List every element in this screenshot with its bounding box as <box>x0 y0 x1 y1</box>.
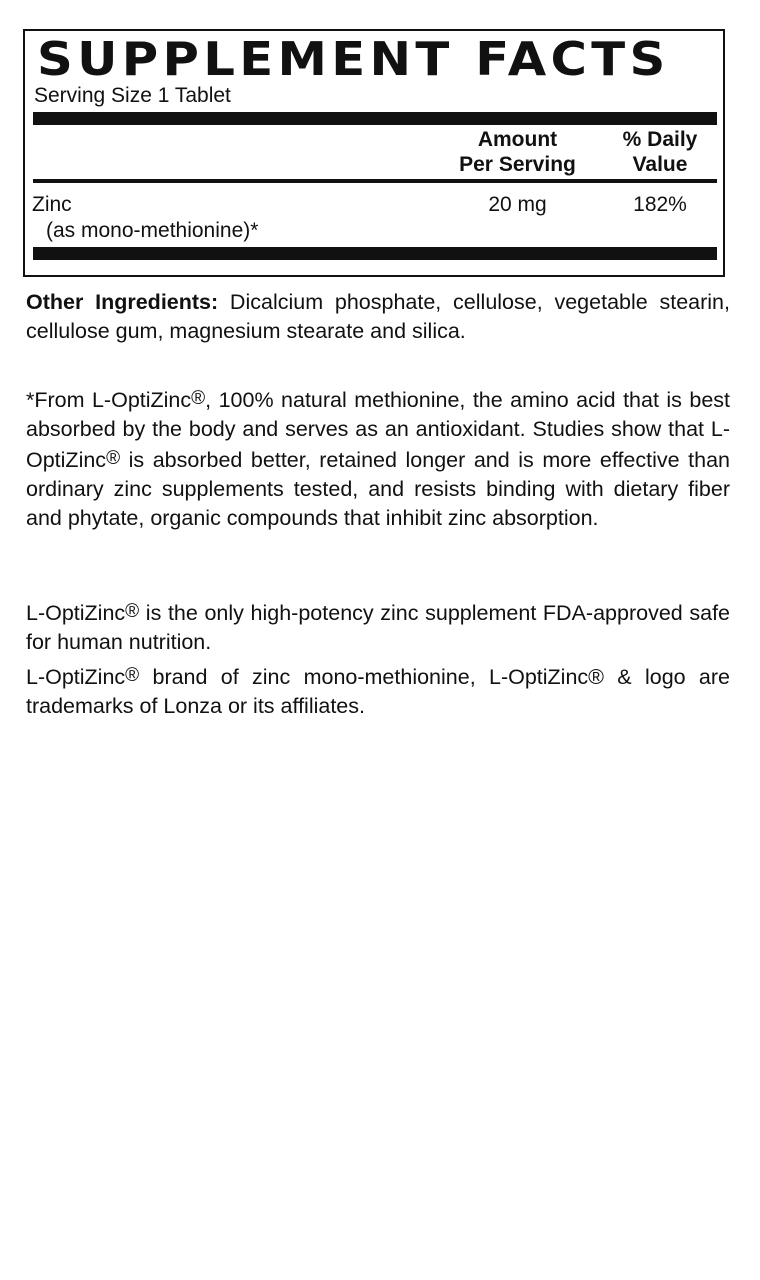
column-header-amount <box>445 127 590 177</box>
footnote-part2: , 100% natural methionine, the amino acid that is best absorbed by the body and serves as an antioxidant. Studies show that L-OptiZinc <box>26 388 731 472</box>
column-header-dv-line2: Value <box>632 153 688 176</box>
trademark-note-part1: L-OptiZinc <box>26 665 126 689</box>
trademark-note <box>26 661 730 721</box>
panel-title: SUPPLEMENT FACTS <box>37 32 670 86</box>
footnote-part1: *From L-OptiZinc <box>26 388 192 412</box>
fda-note <box>26 597 730 657</box>
registered-mark: ® <box>191 388 206 409</box>
fda-note-part2: is the only high-potency zinc supplement FDA-approved safe for human nutrition. <box>26 601 730 654</box>
nutrient-daily-value: 182% <box>633 193 687 216</box>
column-header-daily-value <box>615 127 705 177</box>
registered-mark: ® <box>106 448 121 469</box>
registered-mark: ® <box>125 601 140 622</box>
column-header-amount-line1: Amount <box>477 128 558 151</box>
fda-note-part1: L-OptiZinc <box>26 601 126 625</box>
column-header-dv-line1: % Daily <box>622 128 698 151</box>
other-ingredients-text: Dicalcium phosphate, cellulose, vegetable stearin, cellulose gum, magnesium stearate and silica. <box>26 290 730 343</box>
supplement-facts-panel <box>23 29 725 277</box>
registered-mark: ® <box>125 665 140 686</box>
serving-size: Serving Size 1 Tablet <box>34 84 231 107</box>
other-ingredients-label: Other Ingredients: <box>26 290 219 314</box>
footnote-paragraph <box>26 384 730 533</box>
divider-thin <box>33 179 717 183</box>
divider-thick-bottom <box>33 247 717 260</box>
column-header-amount-line2: Per Serving <box>459 153 576 176</box>
trademark-note-part2: brand of zinc mono-methionine, L-OptiZinc® & logo are trademarks of Lonza or its affiliates. <box>26 665 730 718</box>
divider-thick-top <box>33 112 717 125</box>
nutrient-name: Zinc <box>32 193 72 216</box>
footnote-part3: is absorbed better, retained longer and is more effective than ordinary zinc supplements tested, and resists binding with dietary fiber and phytate, organic compounds that inhibit zinc absorption. <box>26 448 730 530</box>
nutrient-amount: 20 mg <box>488 193 547 216</box>
nutrient-source: (as mono-methionine)* <box>46 219 259 242</box>
other-ingredients <box>26 288 730 346</box>
